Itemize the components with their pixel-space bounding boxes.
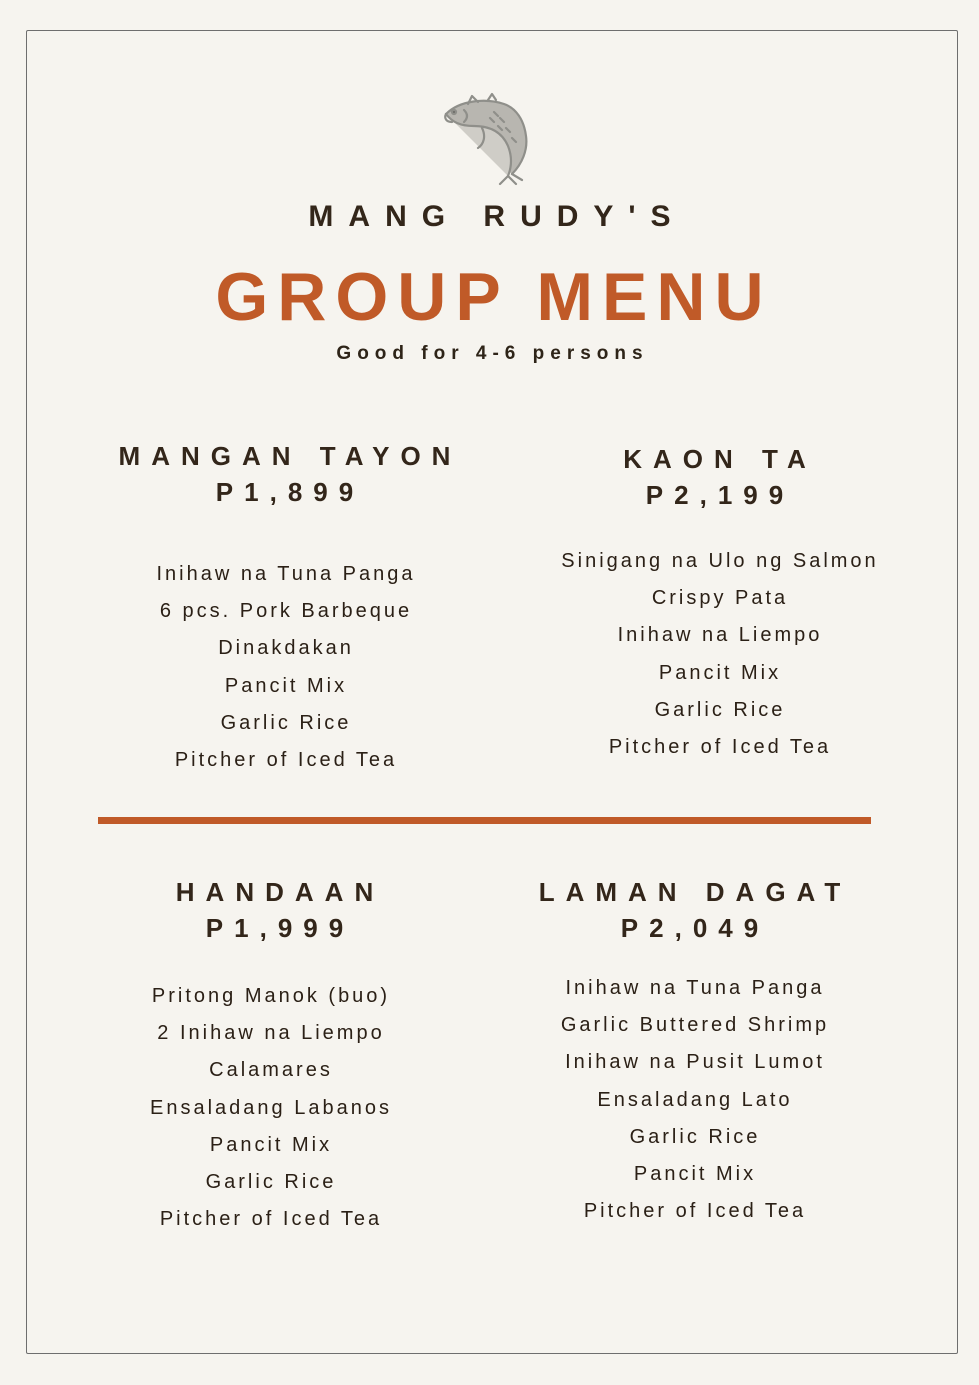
menu-section-kaon-ta [510, 441, 930, 766]
section-price: P2,199 [645, 480, 795, 510]
list-item: Pitcher of Iced Tea [608, 736, 832, 759]
list-item: Sinigang na Ulo ng Salmon [561, 550, 879, 572]
section-name: MANGAN TAYON [118, 441, 462, 471]
item-list [72, 978, 470, 1238]
list-item: Garlic Rice [220, 711, 352, 734]
list-item: Garlic Rice [629, 1125, 761, 1148]
list-item: Pancit Mix [209, 1133, 333, 1156]
list-item: Pritong Manok (buo) [151, 985, 391, 1007]
list-item: Garlic Buttered Shrimp [560, 1014, 830, 1037]
section-name: KAON TA [623, 444, 817, 474]
item-list [510, 543, 930, 766]
list-item: Pancit Mix [633, 1163, 757, 1186]
section-divider [98, 817, 871, 824]
section-price: P2,049 [620, 913, 770, 943]
list-item: Inihaw na Tuna Panga [565, 977, 825, 999]
list-item: Pitcher of Iced Tea [174, 749, 398, 772]
restaurant-name: MANG RUDY'S [308, 200, 686, 233]
list-item: Garlic Rice [654, 698, 786, 721]
section-price: P1,999 [205, 913, 355, 943]
section-price: P1,899 [215, 477, 365, 507]
fish-icon [438, 92, 534, 188]
list-item: Pancit Mix [224, 674, 348, 697]
item-list [495, 970, 895, 1230]
list-item: Inihaw na Liempo [617, 624, 823, 647]
list-item: Pitcher of Iced Tea [159, 1208, 383, 1231]
list-item: Garlic Rice [205, 1171, 337, 1194]
list-item: Pancit Mix [658, 661, 782, 684]
menu-section-handaan [90, 874, 470, 1238]
list-item: Inihaw na Pusit Lumot [565, 1051, 825, 1074]
menu-section-laman-dagat [495, 874, 895, 1230]
section-name: HANDAAN [175, 877, 385, 907]
section-name: LAMAN DAGAT [538, 877, 852, 907]
list-item: Inihaw na Tuna Panga [156, 563, 416, 585]
list-item: 2 Inihaw na Liempo [157, 1022, 385, 1045]
list-item: 6 pcs. Pork Barbeque [159, 600, 413, 623]
item-list [92, 556, 480, 779]
list-item: Pitcher of Iced Tea [583, 1200, 807, 1223]
list-item: Dinakdakan [218, 637, 354, 660]
page-subtitle: Good for 4-6 persons [336, 343, 649, 364]
list-item: Crispy Pata [651, 587, 789, 610]
menu-section-mangan-tayon [100, 438, 480, 779]
page-title: GROUP MENU [215, 259, 773, 335]
list-item: Ensaladang Lato [597, 1088, 793, 1111]
list-item: Calamares [209, 1059, 333, 1082]
list-item: Ensaladang Labanos [150, 1096, 392, 1119]
